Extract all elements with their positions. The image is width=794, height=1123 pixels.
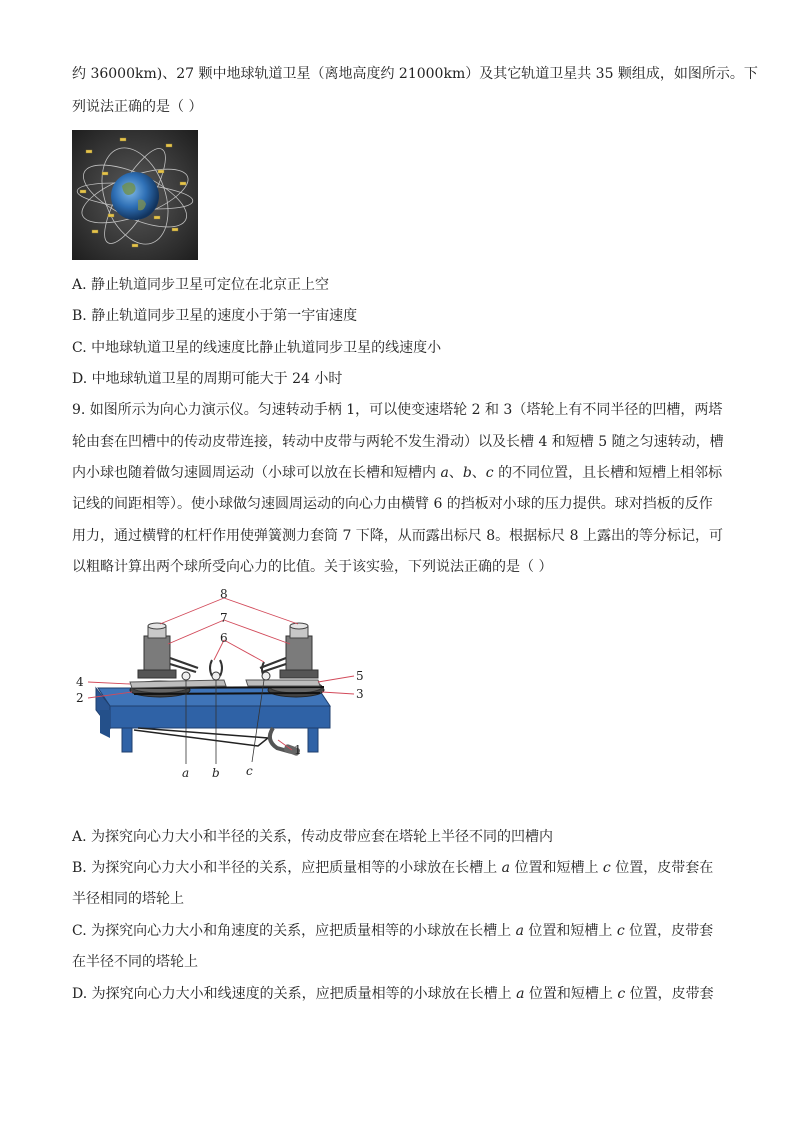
q8-option-a: A. 静止轨道同步卫星可定位在北京正上空 [72,277,330,293]
satellite-constellation-image [72,130,198,260]
figure-label-5: 5 [356,669,364,683]
q9-option-c-line2: 在半径不同的塔轮上 [72,954,198,970]
figure-label-4: 4 [76,675,84,689]
figure-label-a: a [182,766,190,780]
q9-stem-line6: 以粗略计算出两个球所受向心力的比值。关于该实验，下列说法正确的是（ ） [72,559,553,575]
q9-stem-line5: 用力，通过横臂的杠杆作用使弹簧测力套筒 7 下降，从而露出标尺 8。根据标尺 8 上露出的等分标记，可 [72,528,723,544]
q9-option-b-line1: B. 为探究向心力大小和半径的关系，应把质量相等的小球放在长槽上 a 位置和短槽上 c 位置，皮带套在 [72,860,714,876]
q9-stem-line3: 内小球也随着做匀速圆周运动（小球可以放在长槽和短槽内 a、b、c 的不同位置，且长槽和短槽上相邻标 [72,465,723,481]
q9-stem-line1: 9. 如图所示为向心力演示仪。匀速转动手柄 1，可以使变速塔轮 2 和 3（塔轮上有不同半径的凹槽，两塔 [72,402,723,418]
centripetal-force-apparatus-diagram [68,588,368,784]
q8-option-d: D. 中地球轨道卫星的周期可能大于 24 小时 [72,371,343,387]
q8-stem-line2: 列说法正确的是（ ） [72,99,203,115]
figure-label-1: 1 [294,743,302,757]
q9-option-a: A. 为探究向心力大小和半径的关系，传动皮带应套在塔轮上半径不同的凹槽内 [72,829,554,845]
figure-label-c: c [246,764,253,778]
q9-stem-line2: 轮由套在凹槽中的传动皮带连接，转动中皮带与两轮不发生滑动）以及长槽 4 和短槽 5 随之匀速转动，槽 [72,434,724,450]
figure-label-3: 3 [356,687,364,701]
q8-stem-line1: 约 36000km)、27 颗中地球轨道卫星（离地高度约 21000km）及其它轨道卫星共 35 颗组成，如图所示。下 [72,66,758,82]
q9-option-b-line2: 半径相同的塔轮上 [72,891,184,907]
figure-label-6: 6 [220,631,228,645]
q8-option-b: B. 静止轨道同步卫星的速度小于第一宇宙速度 [72,308,358,324]
figure-label-b: b [212,766,220,780]
q9-option-d-line1: D. 为探究向心力大小和线速度的关系，应把质量相等的小球放在长槽上 a 位置和短槽上 c 位置，皮带套 [72,986,714,1002]
figure-label-2: 2 [76,691,84,705]
figure-label-7: 7 [220,611,228,625]
q9-stem-line4: 记线的间距相等）。使小球做匀速圆周运动的向心力由横臂 6 的挡板对小球的压力提供。球对挡板的反作 [72,496,713,512]
figure-label-8: 8 [220,588,228,601]
q8-option-c: C. 中地球轨道卫星的线速度比静止轨道同步卫星的线速度小 [72,340,442,356]
q9-option-c-line1: C. 为探究向心力大小和角速度的关系，应把质量相等的小球放在长槽上 a 位置和短槽上 c 位置，皮带套 [72,923,714,939]
